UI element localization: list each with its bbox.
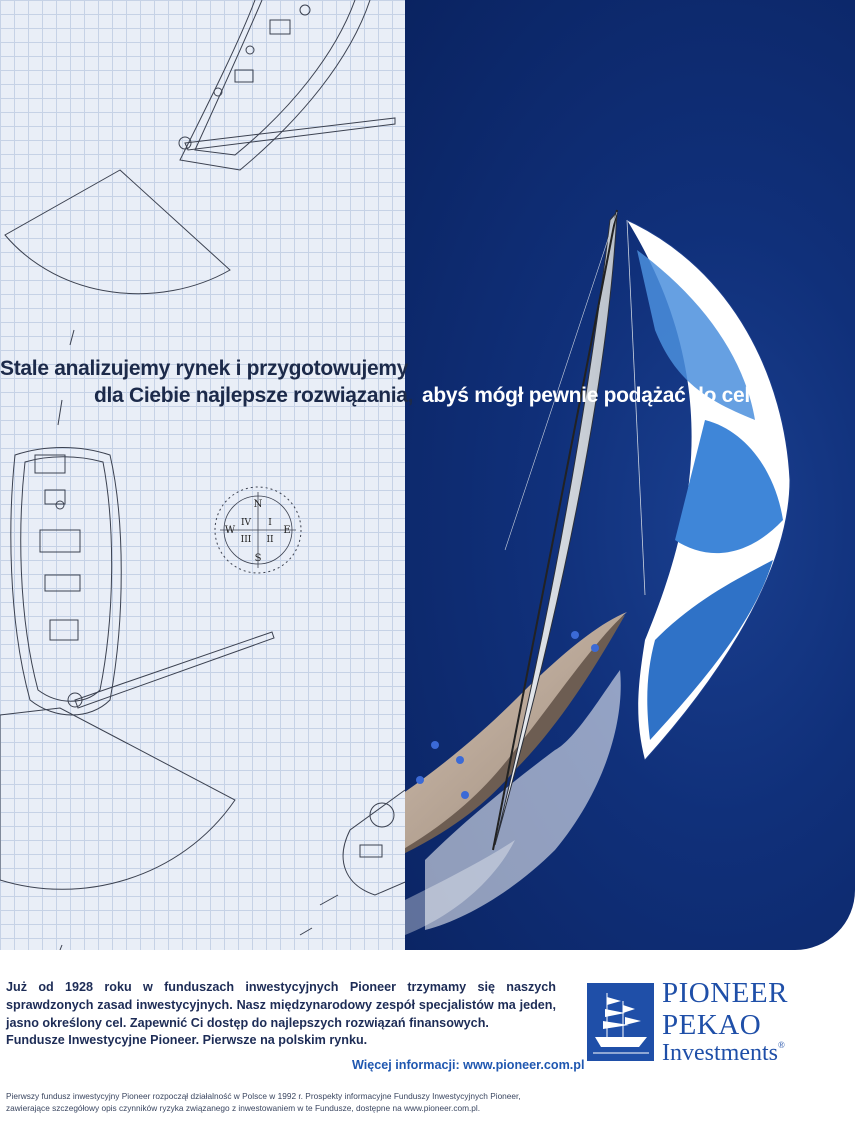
logo-text-pioneer: PIONEER — [662, 977, 788, 1009]
disclaimer-line-2: zawierające szczegółowy opis czynników ryzyka związanego z inwestowaniem w te Fundusze, dostępne na www.pioneer.com.pl. — [6, 1103, 481, 1113]
headline-line-1: Stale analizujemy rynek i przygotowujemy — [0, 357, 409, 380]
compass-quadrant-1: I — [268, 518, 272, 528]
pioneer-ship-logo-icon — [587, 983, 654, 1061]
disclaimer-line-1: Pierwszy fundusz inwestycyjny Pioneer rozpoczął działalność w Polsce w 1992 r. Prospekty informacyjne Funduszy Inwestycyjnych Pioneer, — [6, 1091, 521, 1101]
tagline: Fundusze Inwestycyjne Pioneer. Pierwsze na polskim rynku. — [6, 1033, 368, 1047]
compass-quadrant-2: II — [266, 535, 274, 545]
logo-investments-word: Investments — [662, 1040, 778, 1066]
yacht-blueprint-drawing — [0, 0, 410, 950]
compass-north: N — [253, 499, 263, 510]
website-link[interactable]: www.pioneer.com.pl — [463, 1058, 585, 1072]
more-info-line — [352, 1058, 584, 1072]
compass-west: W — [224, 525, 236, 536]
more-info-label: Więcej informacji: — [352, 1058, 460, 1072]
compass-rose — [215, 487, 301, 573]
compass-quadrant-3: III — [240, 535, 252, 545]
sailing-yacht-illustration — [405, 0, 855, 950]
body-paragraph: Już od 1928 roku w funduszach inwestycyjnych Pioneer trzymamy się naszych sprawdzonych zasad inwestycyjnych. Nasz międzynarodowy zespół specjalistów ma jeden, jasno określony cel. Zapewnić Ci dostęp do najlepszych rozwiązań finansowych. — [6, 980, 556, 1030]
disclaimer — [6, 1090, 566, 1114]
compass-south: S — [254, 553, 262, 564]
logo-text-pekao: PEKAO — [662, 1009, 762, 1041]
logo-text-investments — [662, 1040, 785, 1067]
registered-mark: ® — [777, 1040, 785, 1050]
blueprint-panel — [0, 0, 410, 950]
headline-line-3: abyś mógł pewnie podążać do celu. — [422, 384, 769, 407]
compass-quadrant-4: IV — [240, 518, 252, 528]
ocean-photo-panel — [405, 0, 855, 950]
headline-line-2: dla Ciebie najlepsze rozwiązania, — [94, 384, 414, 407]
compass-east: E — [283, 525, 291, 536]
